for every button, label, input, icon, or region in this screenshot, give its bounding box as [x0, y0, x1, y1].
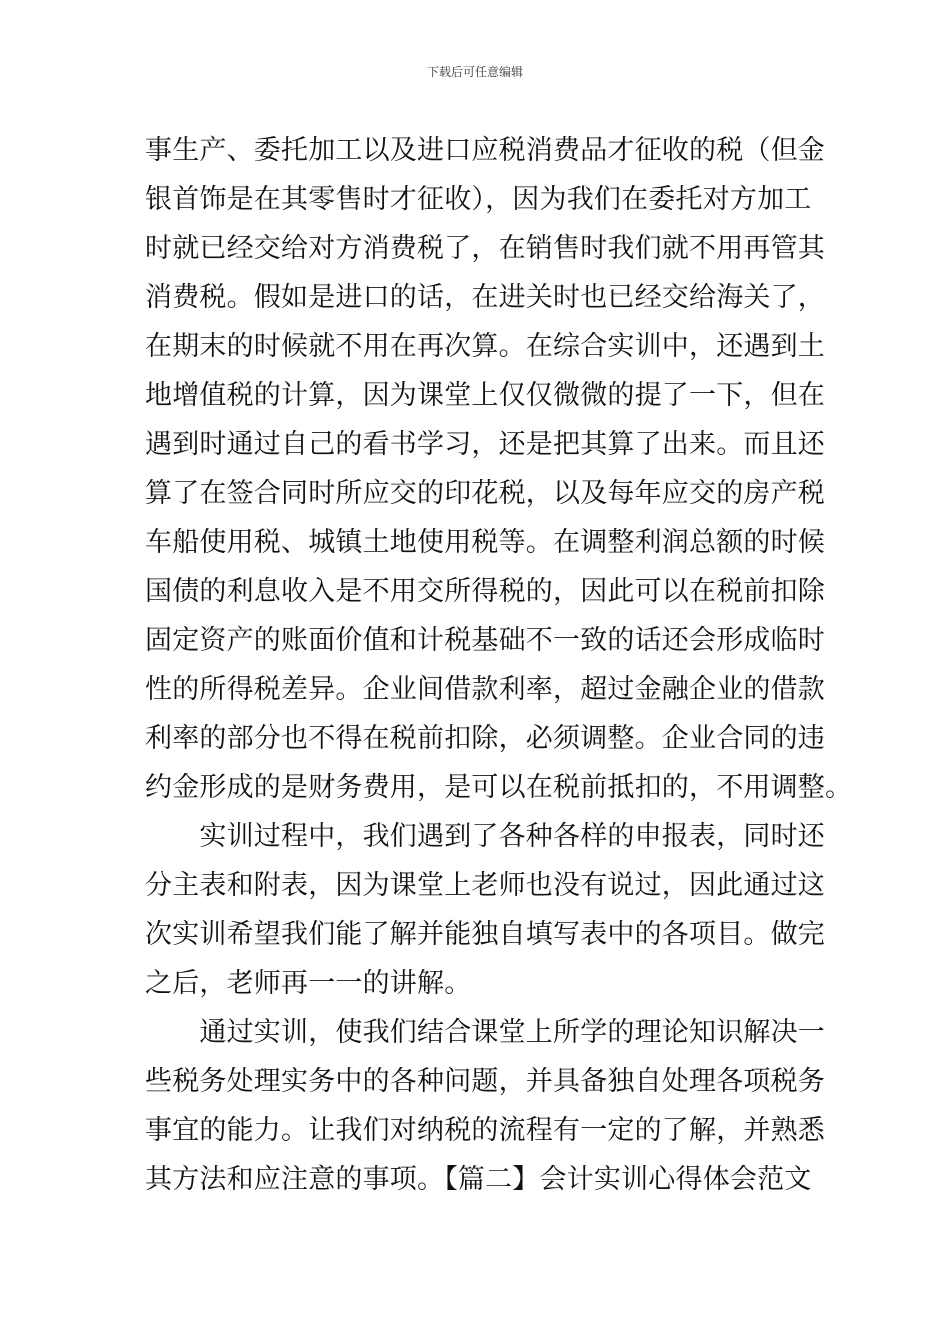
document-body — [145, 126, 853, 1204]
text-line: 算了在签合同时所应交的印花税，以及每年应交的房产税 — [145, 478, 825, 509]
text-line: 固定资产的账面价值和计税基础不一致的话还会形成临时 — [145, 625, 825, 656]
text-line: 地增值税的计算，因为课堂上仅仅微微的提了一下，但在 — [145, 380, 825, 411]
text-line: 事生产、委托加工以及进口应税消费品才征收的税（但金 — [145, 135, 825, 166]
text-line: 国债的利息收入是不用交所得税的，因此可以在税前扣除 — [145, 576, 825, 607]
text-line: 之后，老师再一一的讲解。 — [145, 968, 472, 999]
paragraph-1 — [145, 126, 853, 812]
text-line: 银首饰是在其零售时才征收），因为我们在委托对方加工 — [145, 184, 812, 215]
text-line: 遇到时通过自己的看书学习，还是把其算了出来。而且还 — [145, 429, 825, 460]
text-line: 车船使用税、城镇土地使用税等。在调整利润总额的时候 — [145, 527, 825, 558]
text-line: 消费税。假如是进口的话，在进关时也已经交给海关了， — [145, 282, 825, 313]
text-line: 通过实训，使我们结合课堂上所学的理论知识解决一 — [145, 1017, 825, 1048]
text-line: 利率的部分也不得在税前扣除，必须调整。企业合同的违 — [145, 723, 825, 754]
text-line: 些税务处理实务中的各种问题，并具备独自处理各项税务 — [145, 1066, 825, 1097]
text-line: 事宜的能力。让我们对纳税的流程有一定的了解，并熟悉 — [145, 1115, 825, 1146]
text-line: 实训过程中，我们遇到了各种各样的申报表，同时还 — [145, 821, 825, 852]
text-line: 约金形成的是财务费用，是可以在税前抵扣的，不用调整。 — [145, 772, 853, 803]
text-line: 在期末的时候就不用在再次算。在综合实训中，还遇到土 — [145, 331, 825, 362]
text-line: 分主表和附表，因为课堂上老师也没有说过，因此通过这 — [145, 870, 825, 901]
text-line: 时就已经交给对方消费税了，在销售时我们就不用再管其 — [145, 233, 825, 264]
text-line: 性的所得税差异。企业间借款利率，超过金融企业的借款 — [145, 674, 825, 705]
text-line: 次实训希望我们能了解并能独自填写表中的各项目。做完 — [145, 919, 825, 950]
text-line: 其方法和应注意的事项。【篇二】会计实训心得体会范文 — [145, 1164, 812, 1195]
paragraph-3 — [145, 1008, 825, 1204]
page-header: 下载后可任意编辑 — [426, 65, 523, 79]
paragraph-2 — [145, 812, 825, 1008]
